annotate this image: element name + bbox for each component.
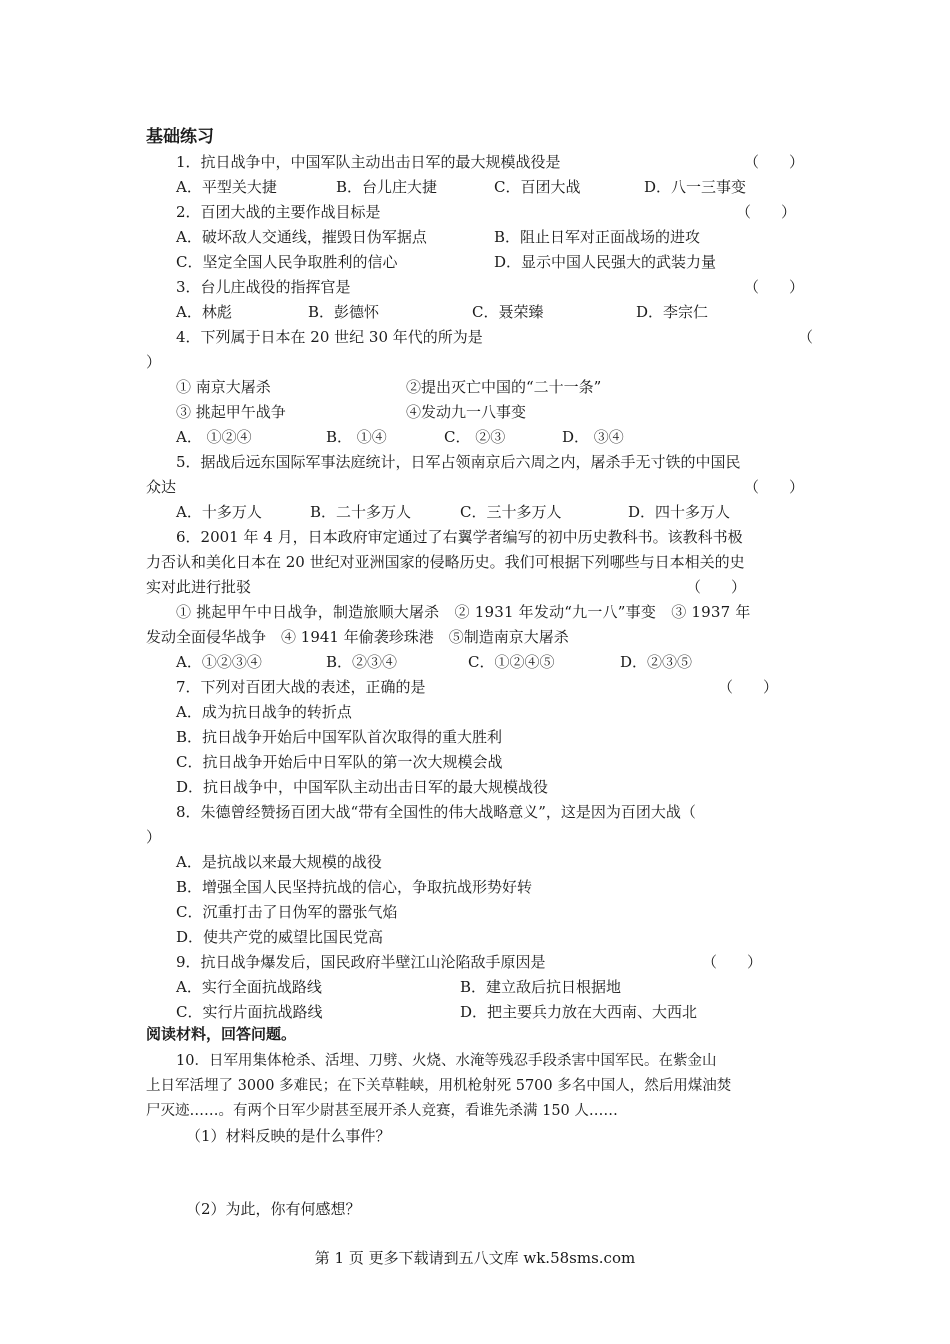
q6-option-b: B．②③④ <box>326 653 398 671</box>
q9-options-row1 <box>176 977 806 997</box>
q8-stem: 8．朱德曾经赞扬百团大战“带有全国性的伟大战略意义”，这是因为百团大战（ <box>176 803 696 821</box>
q1-option-a: A．平型关大捷 <box>176 178 277 196</box>
q4-option-a: A． ①②④ <box>176 428 252 446</box>
q2-stem: 2．百团大战的主要作战目标是 <box>176 203 381 221</box>
q9-option-c: C．实行片面抗战路线 <box>176 1003 323 1021</box>
q2-option-a: A．破坏敌人交通线，摧毁日伪军据点 <box>176 228 427 246</box>
q8-option-d: D．使共产党的威望比国民党高 <box>176 928 384 946</box>
section-heading-reading: 阅读材料，回答问题。 <box>146 1025 297 1043</box>
q10-subquestion-2: （2）为此，你有何感想？ <box>186 1200 361 1218</box>
q1-stem: 1．抗日战争中，中国军队主动出击日军的最大规模战役是 <box>176 153 561 171</box>
q3-option-b: B．彭德怀 <box>308 303 380 321</box>
q9-option-b: B．建立敌后抗日根据地 <box>460 978 622 996</box>
q5-stem-line1: 5．据战后远东国际军事法庭统计，日军占领南京后六周之内，屠杀手无寸铁的中国民 <box>176 453 741 471</box>
q3-option-a: A．林彪 <box>176 303 232 321</box>
q5-options <box>176 502 806 522</box>
q10-subquestion-1: （1）材料反映的是什么事件？ <box>186 1127 391 1145</box>
q10-material-line3: 尸灭迹……。有两个日军少尉甚至展开杀人竞赛，看谁先杀满 150 人…… <box>146 1103 618 1119</box>
q1-options <box>176 177 806 197</box>
q4-options <box>176 427 806 447</box>
q10-material-line1: 10．日军用集体枪杀、活埋、刀劈、火烧、水淹等残忍手段杀害中国军民。在紫金山 <box>176 1053 717 1069</box>
q9-option-a: A．实行全面抗战路线 <box>176 978 322 996</box>
q8-option-b: B．增强全国人民坚持抗战的信心，争取抗战形势好转 <box>176 878 533 896</box>
q9-answer-bracket: （ ） <box>702 953 763 971</box>
q2-option-c: C．坚定全国人民争取胜利的信心 <box>176 253 398 271</box>
q8-option-a: A．是抗战以来最大规模的战役 <box>176 853 382 871</box>
q8-bracket-close: ） <box>146 828 162 846</box>
q9-options-row2 <box>176 1002 806 1022</box>
q6-options <box>176 652 806 672</box>
q2-options-row2 <box>176 252 806 272</box>
q9-stem: 9．抗日战争爆发后，国民政府半壁江山沦陷敌手原因是 <box>176 953 546 971</box>
q4-items-row2 <box>176 402 806 422</box>
q2-option-d: D．显示中国人民强大的武装力量 <box>494 253 717 271</box>
q4-item-1: ① 南京大屠杀 <box>176 378 271 396</box>
q6-option-c: C．①②④⑤ <box>468 653 555 671</box>
q6-option-a: A．①②③④ <box>176 653 262 671</box>
q3-options <box>176 302 806 322</box>
q4-item-4: ④发动九一八事变 <box>406 403 527 421</box>
q1-option-d: D．八一三事变 <box>644 178 747 196</box>
q6-stem-line2: 力否认和美化日本在 20 世纪对亚洲国家的侵略历史。我们可根据下列哪些与日本相关的史 <box>146 553 745 571</box>
q5-option-d: D．四十多万人 <box>628 503 731 521</box>
q5-stem-line2: 众达 <box>146 478 177 496</box>
q4-option-c: C． ②③ <box>444 428 506 446</box>
q3-answer-bracket: （ ） <box>744 278 805 296</box>
q1-option-c: C．百团大战 <box>494 178 581 196</box>
q4-item-3: ③ 挑起甲午战争 <box>176 403 286 421</box>
q5-option-a: A．十多万人 <box>176 503 262 521</box>
q3-stem: 3．台儿庄战役的指挥官是 <box>176 278 351 296</box>
q6-answer-bracket: （ ） <box>686 578 747 596</box>
q4-option-d: D． ③④ <box>562 428 624 446</box>
q4-option-b: B． ①④ <box>326 428 387 446</box>
q4-bracket-open: （ <box>798 328 814 346</box>
q7-option-b: B．抗日战争开始后中国军队首次取得的重大胜利 <box>176 728 503 746</box>
q9-option-d: D．把主要兵力放在大西南、大西北 <box>460 1003 698 1021</box>
q2-option-b: B．阻止日军对正面战场的进攻 <box>494 228 701 246</box>
q7-option-a: A．成为抗日战争的转折点 <box>176 703 352 721</box>
q2-answer-bracket: （ ） <box>736 203 797 221</box>
q6-option-d: D．②③⑤ <box>620 653 693 671</box>
q1-answer-bracket: （ ） <box>744 153 805 171</box>
q7-option-c: C．抗日战争开始后中日军队的第一次大规模会战 <box>176 753 503 771</box>
q10-material-line2: 上日军活埋了 3000 多难民；在下关草鞋峡，用机枪射死 5700 多名中国人，然后用煤油焚 <box>146 1078 732 1094</box>
q4-stem: 4．下列属于日本在 20 世纪 30 年代的所为是 <box>176 328 483 346</box>
q4-items-row1 <box>176 377 806 397</box>
q6-items-line2: 发动全面侵华战争 ④ 1941 年偷袭珍珠港 ⑤制造南京大屠杀 <box>146 628 569 646</box>
q5-option-b: B．二十多万人 <box>310 503 412 521</box>
section-heading-basic: 基础练习 <box>146 127 214 147</box>
q8-option-c: C．沉重打击了日伪军的嚣张气焰 <box>176 903 398 921</box>
page-footer: 第 1 页 更多下载请到五八文库 wk.58sms.com <box>314 1249 636 1267</box>
q1-option-b: B．台儿庄大捷 <box>336 178 438 196</box>
q7-stem: 7．下列对百团大战的表述，正确的是 <box>176 678 426 696</box>
q7-answer-bracket: （ ） <box>718 678 779 696</box>
q7-option-d: D．抗日战争中，中国军队主动出击日军的最大规模战役 <box>176 778 549 796</box>
q3-option-d: D．李宗仁 <box>636 303 709 321</box>
q4-bracket-close: ） <box>146 353 162 371</box>
q5-answer-bracket: （ ） <box>744 478 805 496</box>
q4-item-2: ②提出灭亡中国的“二十一条” <box>406 378 602 396</box>
q6-items-line1: ① 挑起甲午中日战争，制造旅顺大屠杀 ② 1931 年发动“九一八”事变 ③ 1937 年 <box>176 603 751 621</box>
q2-options-row1 <box>176 227 806 247</box>
q5-option-c: C．三十多万人 <box>460 503 562 521</box>
q3-option-c: C．聂荣臻 <box>472 303 544 321</box>
q6-stem-line1: 6．2001 年 4 月，日本政府审定通过了右翼学者编写的初中历史教科书。该教科书极 <box>176 528 743 546</box>
q6-stem-line3: 实对此进行批驳 <box>146 578 252 596</box>
